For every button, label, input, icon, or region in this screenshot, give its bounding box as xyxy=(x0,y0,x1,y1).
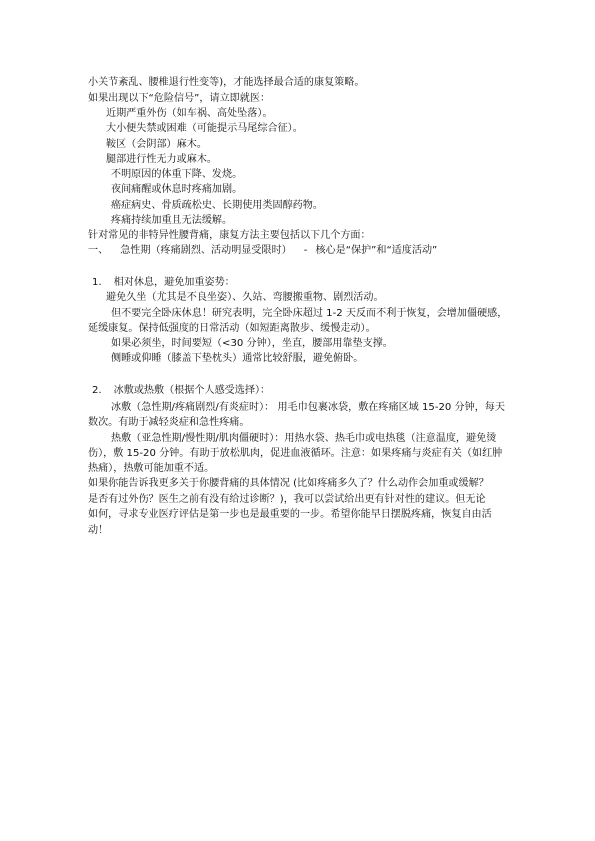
danger-signal-item: 疼痛持续加重且无法缓解。 xyxy=(111,215,233,226)
closing-line: 是否有过外伤？医生之前有没有给过诊断？)，我可以尝试给出更有针对性的建议。但无论 xyxy=(88,494,486,505)
item-one-line: 但不要完全卧床休息！研究表明，完全卧床超过 1-2 天反而不利于恢复，会增加僵硬感， xyxy=(111,308,508,319)
danger-signal-item: 夜间痛醒或休息时疼痛加剧。 xyxy=(111,184,243,195)
section-one-number: 一、 xyxy=(88,245,109,256)
item-two-number: 2. xyxy=(92,385,102,396)
item-one-heading xyxy=(92,275,235,290)
item-one-line: 侧睡或仰睡（膝盖下垫枕头）通常比较舒服，避免俯卧。 xyxy=(111,353,364,364)
closing-line: 如何，寻求专业医疗评估是第一步也是最重要的一步。希望你能早日摆脱疼痛，恢复自由活 xyxy=(88,509,492,520)
closing-line: 动！ xyxy=(88,525,109,536)
section-one-core: 核心是“保护”和“适度活动” xyxy=(315,245,438,256)
danger-signal-item: 不明原因的体重下降、发烧。 xyxy=(111,169,243,180)
danger-signal-item: 鞍区（会阴部）麻木。 xyxy=(106,139,207,150)
recovery-intro: 针对常见的非特异性腰背痛，康复方法主要包括以下几个方面： xyxy=(88,230,371,241)
danger-signal-item: 近期严重外伤（如车祸、高处坠落）。 xyxy=(106,108,273,119)
danger-signal-item: 癌症病史、骨质疏松史、长期使用类固醇药物。 xyxy=(111,200,323,211)
item-two-line: 伤），敷 15-20 分钟。有助于放松肌肉，促进血液循环。注意：如果疼痛与炎症有关（如红肿 xyxy=(88,448,503,459)
item-two-line: 冰敷（急性期/疼痛剧烈/有炎症时）： 用毛巾包裹冰袋，敷在疼痛区域 15-20 分钟，每天 xyxy=(111,402,505,413)
section-one-title: 急性期（疼痛剧烈、活动明显受限时） xyxy=(120,245,292,256)
danger-signal-item: 腿部进行性无力或麻木。 xyxy=(106,154,218,165)
danger-signals-heading: 如果出现以下“危险信号”，请立即就医： xyxy=(88,93,271,104)
item-one-number: 1. xyxy=(92,277,102,288)
intro-continuation: 小关节紊乱、腰椎退行性变等)，才能选择最合适的康复策略。 xyxy=(88,77,365,88)
section-one-separator: - xyxy=(303,245,308,256)
item-two-heading xyxy=(92,383,270,398)
closing-line: 如果你能告诉我更多关于你腰背痛的具体情况 (比如疼痛多久了？什么动作会加重或缓解？ xyxy=(88,478,489,489)
item-two-title: 冰敷或热敷（根据个人感受选择）： xyxy=(113,385,271,396)
section-one-heading xyxy=(88,243,437,258)
item-two-line: 数次。有助于减轻炎症和急性疼痛。 xyxy=(88,417,250,428)
item-one-line: 避免久坐（尤其是不良坐姿）、久站、弯腰搬重物、剧烈活动。 xyxy=(106,292,384,303)
item-one-line: 延缓康复。保持低强度的日常活动（如短距离散步、缓慢走动）。 xyxy=(88,323,376,334)
item-one-line: 如果必须坐，时间要短（<30 分钟），坐直，腰部用靠垫支撑。 xyxy=(111,338,393,349)
item-two-line: 热痛），热敷可能加重不适。 xyxy=(88,463,215,474)
item-one-title: 相对休息，避免加重姿势： xyxy=(113,277,235,288)
item-two-line: 热敷（亚急性期/慢性期/肌肉僵硬时）：用热水袋、热毛巾或电热毯（注意温度，避免烫 xyxy=(111,433,497,444)
danger-signal-item: 大小便失禁或困难（可能提示马尾综合征）。 xyxy=(106,123,303,134)
